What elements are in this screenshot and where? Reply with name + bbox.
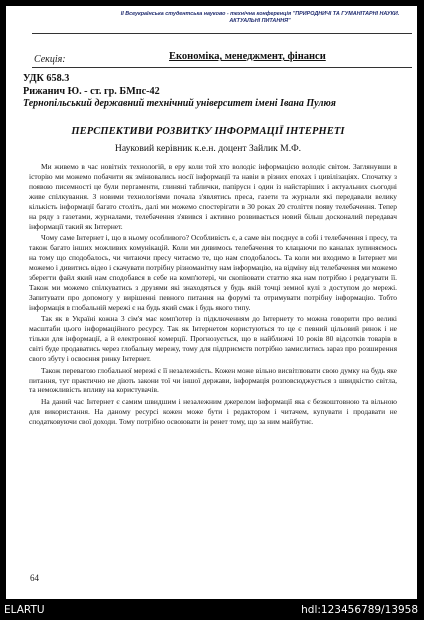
document-page [6,6,417,599]
conference-header: ІІ Всеукраїнська студентська науково - технічна конференція "ПРИРОДНИЧІ ТА ГУМАНІТАРНІ НАУКИ. АКТУАЛЬНІ ПИТАННЯ" [120,11,400,24]
body-paragraph: Так як в Україні кожна 3 сім'я має комп'ютер із підключенням до Інтернету то можна говорити про великі масштаби цього інформаційного ресурсу. Так як Інтернетом користуються то це є певний цільовий ринок і не тільки для інформації, а й електронної комерції. Прогнозується, що в найближчі 10 років 80 відсотків товарів в світі буде продаватись через глобальну мережу, тому для підприємств потрібно замислитись зараз про розширення свого збуту і освоєння ринку Інтернет. [29,314,397,364]
body-paragraph: Ми живемо в час новітніх технологій, в еру коли той хто володіє інформацією володіє світом. Заглянувши в історію ми можемо побачити як змінювались носії інформації та навіи в різних епохах і цивілізаціях. Спочатку з появою писемності це були пергаменти, глиняні таблички, папірусн і один із найстаріших і актуальних сьогодні живе спілкування. З новими технологіями почала з'являтись преса, газети та журнали які передавали велику кількість інформації багато століть, далі ми можемо спостерігати в 30 роках 20 століття появу телебачення. Тепер на ряду з газетами, журналами, телебачення з'явився і активно розвивається новий більш досконалий передавач інформації такий як Інтернет. [29,162,397,231]
section-value: Економіка, менеджмент, фінанси [169,51,326,62]
section-rule [32,67,412,68]
udc-code: УДК 658.3 [23,73,70,84]
article-title: ПЕРСПЕКТИВИ РОЗВИТКУ ІНФОРМАЦІЇ ІНТЕРНЕТІ [71,126,345,137]
section-label: Секція: [34,54,66,65]
article-body [29,162,397,428]
handle-id[interactable]: hdl:123456789/13958 [301,604,418,616]
affiliation-line: Тернопільський державний технічний університет імені Івана Пулюя [23,98,336,109]
body-paragraph: На даний час Інтернет є самим швидшим і незалежним джерелом інформації яка є безкоштовною та вільною для використання. На даному ресурсі кожен може бути і редактором і читачем, купувати і продавати не сподатковуючи свої доходи. Тому потрібно освоювати ін ренет тому, що за ним майбутнє. [29,396,397,426]
body-paragraph: Також перевагою глобальної мережі є її незалежність. Кожен може вільно висвітлювати свою думку на будь яке питання, тут практично не діють закони тої чи іншої держави, інформація розповсюджується з швидкістю світла, та неможливість впливу на користувачів. [29,365,397,395]
header-rule [32,33,412,34]
author-line: Рижанич Ю. - ст. гр. БМпс-42 [23,86,160,97]
body-paragraph: Чому саме Інтернет і, що в ньому особливого? Особливість є, а саме він поєднує в собі і телебачення і пресу, та також багато інших можливих комунікацій. Коли ми дивимось телебачення то клацаючи по каналах зупиняємось на тому що сподобалось, чи читаючи пресу читаємо те, що нам сподобалось. Та коли ми входимо в Інтернет ми можемо і дивитись відео і скачувати потрібну різноманітну нам інформацію, на відміну від телебачення ми можемо зберегти файл який нам сподобався в себе на комп'ютері, чи скопіювати статтю яка нам потрібно і редагувати її. Також ми можемо спілкуватись з друзями які знаходяться у будь якій точці земної кулі з доступом до мережі. Запитувати про допомогу у вирішенні певного питання на форумі та отримувати потрібну інформацію. Тобто інформація в глобальній мережі є на будь який смак і будь якого типу. [29,233,397,312]
viewer-footer [0,602,424,620]
supervisor-line: Науковий керівник к.е.н. доцент Зайлик М.Ф. [114,143,302,154]
page-number: 64 [30,573,39,583]
repository-name: ELARTU [4,604,45,616]
